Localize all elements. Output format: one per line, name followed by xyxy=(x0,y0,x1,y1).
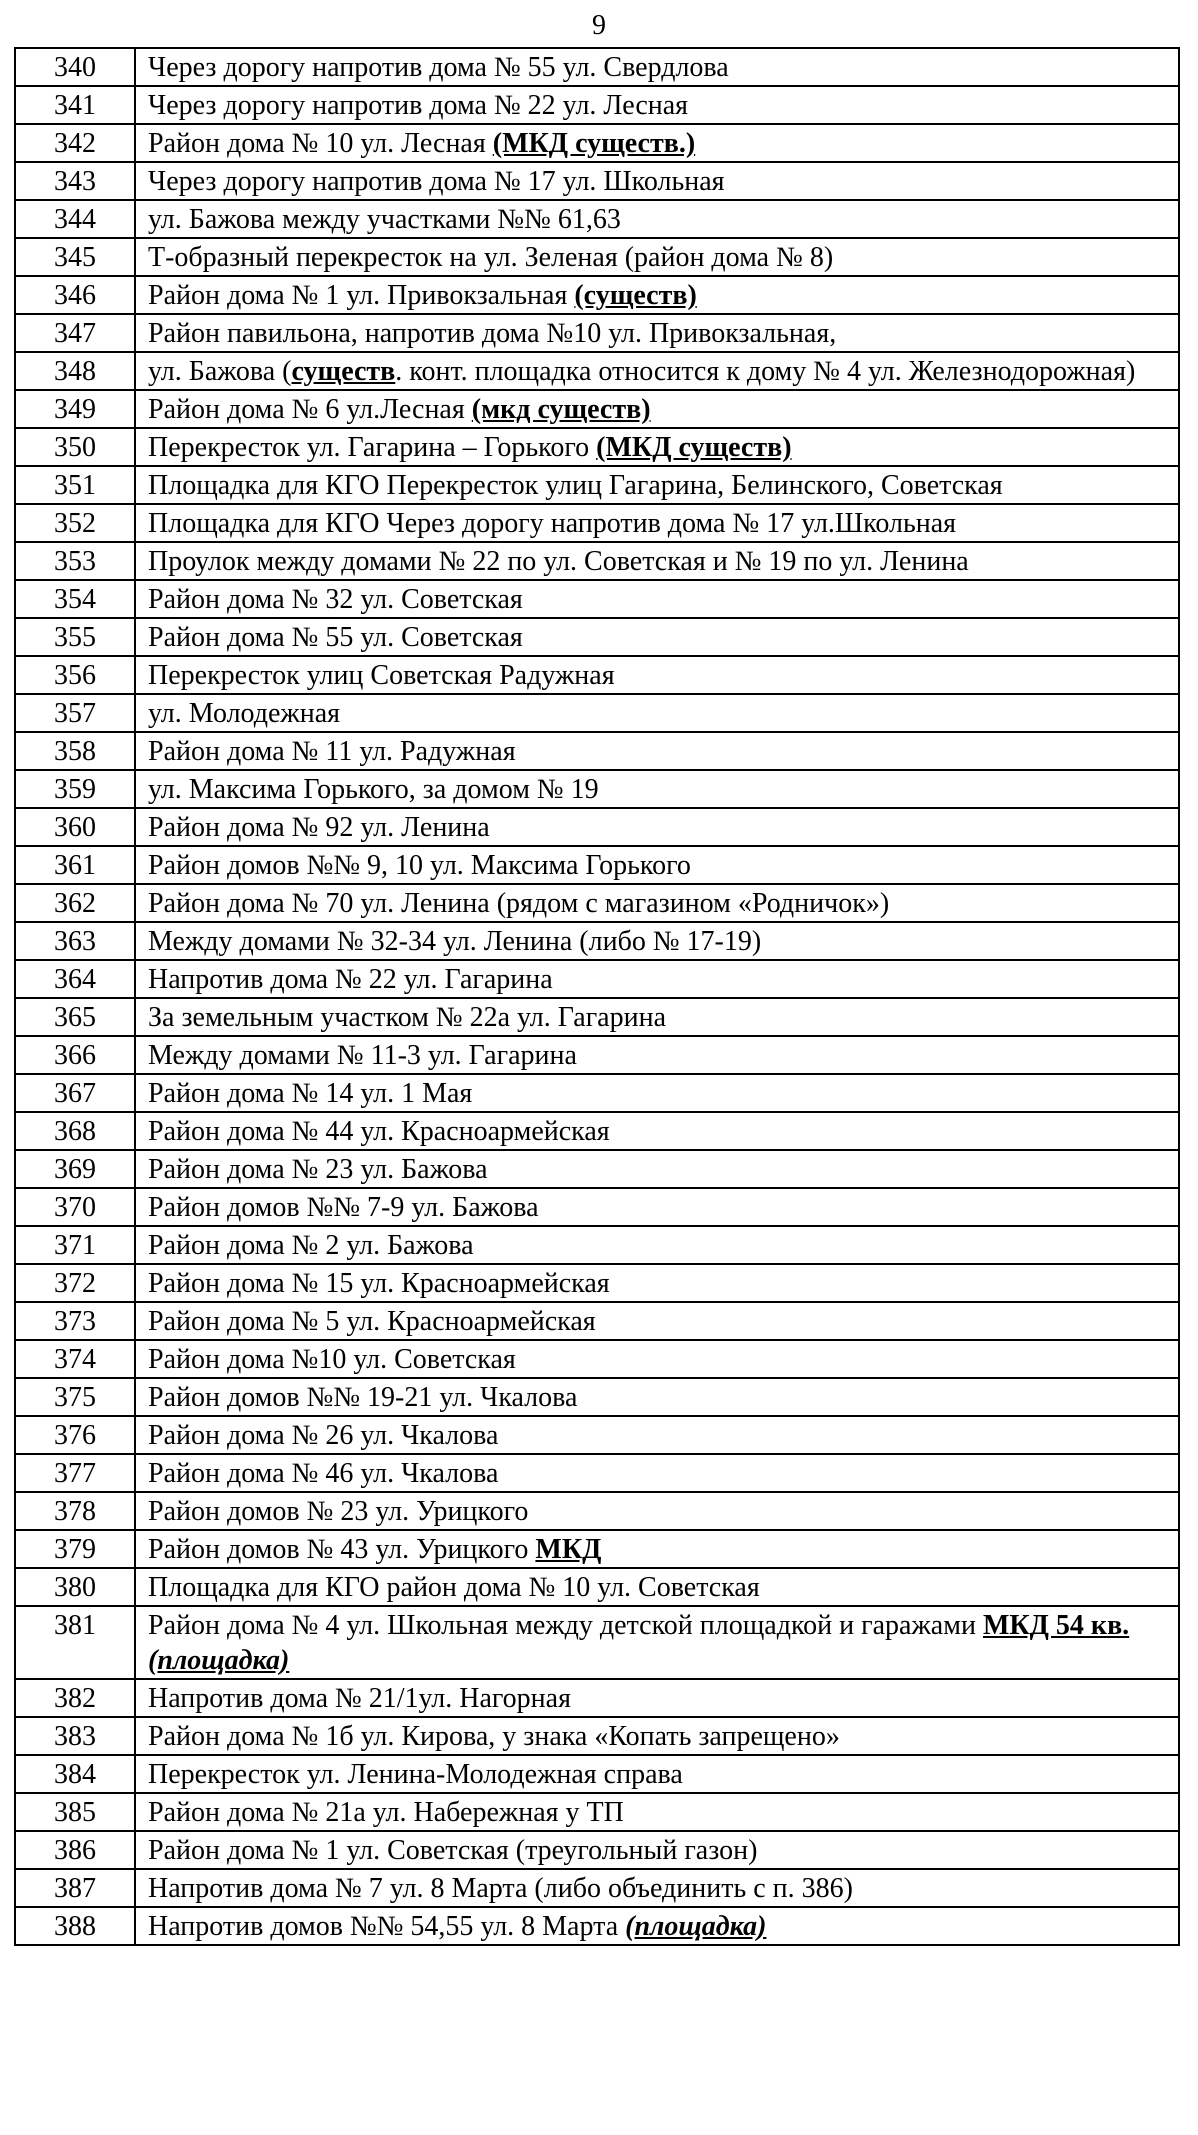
location-text: Между домами № 11-3 ул. Гагарина xyxy=(148,1040,577,1071)
row-location xyxy=(135,542,1179,580)
row-location xyxy=(135,504,1179,542)
location-text: Площадка для КГО Перекресток улиц Гагарина, Белинского, Советская xyxy=(148,470,1003,501)
table-row xyxy=(15,1378,1179,1416)
location-text: Район дома № 11 ул. Радужная xyxy=(148,736,516,767)
row-location xyxy=(135,694,1179,732)
location-text: Район дома № 4 ул. Школьная между детской площадкой и гаражами xyxy=(148,1610,976,1641)
row-location xyxy=(135,922,1179,960)
row-location xyxy=(135,314,1179,352)
table-row xyxy=(15,504,1179,542)
table-row xyxy=(15,922,1179,960)
table-row xyxy=(15,1869,1179,1907)
row-location xyxy=(135,238,1179,276)
row-location xyxy=(135,390,1179,428)
row-location xyxy=(135,1869,1179,1907)
location-text: Т-образный перекресток на ул. Зеленая (район дома № 8) xyxy=(148,242,834,273)
row-location xyxy=(135,428,1179,466)
location-text: Район дома № 32 ул. Советская xyxy=(148,584,523,615)
table-row xyxy=(15,352,1179,390)
row-number: 381 xyxy=(15,1606,135,1679)
table-row xyxy=(15,884,1179,922)
row-number: 347 xyxy=(15,314,135,352)
location-text: Район дома № 55 ул. Советская xyxy=(148,622,523,653)
row-number: 386 xyxy=(15,1831,135,1869)
table-row xyxy=(15,1188,1179,1226)
location-text: Район дома № 23 ул. Бажова xyxy=(148,1154,488,1185)
status-mark: существ xyxy=(291,356,396,387)
location-text: Район домов № 43 ул. Урицкого xyxy=(148,1534,529,1565)
location-text: Район дома № 6 ул.Лесная xyxy=(148,394,465,425)
table-row xyxy=(15,1454,1179,1492)
table-row xyxy=(15,846,1179,884)
location-text: Напротив домов №№ 54,55 ул. 8 Марта xyxy=(148,1911,619,1942)
table-row xyxy=(15,86,1179,124)
row-location xyxy=(135,1340,1179,1378)
row-number: 385 xyxy=(15,1793,135,1831)
status-mark: МКД xyxy=(535,1534,602,1565)
location-text: ул. Молодежная xyxy=(148,698,341,729)
table-row xyxy=(15,808,1179,846)
location-text: Район домов №№ 9, 10 ул. Максима Горького xyxy=(148,850,691,881)
table-row xyxy=(15,1340,1179,1378)
row-location xyxy=(135,276,1179,314)
location-text: Через дорогу напротив дома № 55 ул. Свердлова xyxy=(148,52,729,83)
row-number: 350 xyxy=(15,428,135,466)
row-number: 369 xyxy=(15,1150,135,1188)
location-text: Район дома № 10 ул. Лесная xyxy=(148,128,486,159)
row-number: 340 xyxy=(15,48,135,86)
row-number: 375 xyxy=(15,1378,135,1416)
table-row xyxy=(15,314,1179,352)
row-number: 366 xyxy=(15,1036,135,1074)
row-location xyxy=(135,1378,1179,1416)
location-text: Напротив дома № 7 ул. 8 Марта (либо объединить с п. 386) xyxy=(148,1873,853,1904)
row-number: 372 xyxy=(15,1264,135,1302)
location-text: Между домами № 32-34 ул. Ленина (либо № 17-19) xyxy=(148,926,762,957)
status-mark: МКД 54 кв. xyxy=(982,1610,1130,1641)
location-text: Район дома № 14 ул. 1 Мая xyxy=(148,1078,473,1109)
status-mark: (МКД существ) xyxy=(596,432,792,463)
location-text: Район домов № 23 ул. Урицкого xyxy=(148,1496,529,1527)
table-row xyxy=(15,1226,1179,1264)
row-number: 359 xyxy=(15,770,135,808)
row-number: 349 xyxy=(15,390,135,428)
status-mark: (МКД существ.) xyxy=(492,128,696,159)
status-mark: (мкд существ) xyxy=(471,394,651,425)
table-row xyxy=(15,1568,1179,1606)
row-location xyxy=(135,1226,1179,1264)
location-text: Проулок между домами № 22 по ул. Советская и № 19 по ул. Ленина xyxy=(148,546,969,577)
table-row xyxy=(15,200,1179,238)
table-row xyxy=(15,1492,1179,1530)
table-row xyxy=(15,770,1179,808)
row-number: 345 xyxy=(15,238,135,276)
location-text: Район дома № 92 ул. Ленина xyxy=(148,812,490,843)
row-location xyxy=(135,732,1179,770)
row-location xyxy=(135,770,1179,808)
row-location xyxy=(135,656,1179,694)
table-row xyxy=(15,1416,1179,1454)
row-number: 376 xyxy=(15,1416,135,1454)
table-row xyxy=(15,542,1179,580)
row-number: 355 xyxy=(15,618,135,656)
location-text: Напротив дома № 22 ул. Гагарина xyxy=(148,964,553,995)
table-row xyxy=(15,1755,1179,1793)
row-number: 374 xyxy=(15,1340,135,1378)
row-location xyxy=(135,1302,1179,1340)
row-number: 362 xyxy=(15,884,135,922)
table-row xyxy=(15,238,1179,276)
row-number: 351 xyxy=(15,466,135,504)
row-location xyxy=(135,1907,1179,1945)
row-number: 341 xyxy=(15,86,135,124)
table-row xyxy=(15,618,1179,656)
table-row xyxy=(15,1264,1179,1302)
table-row xyxy=(15,1606,1179,1679)
location-text: Район дома № 26 ул. Чкалова xyxy=(148,1420,499,1451)
table-row xyxy=(15,124,1179,162)
row-location xyxy=(135,466,1179,504)
row-number: 356 xyxy=(15,656,135,694)
table-row xyxy=(15,694,1179,732)
table-row xyxy=(15,1112,1179,1150)
location-text: ул. Максима Горького, за домом № 19 xyxy=(148,774,599,805)
table-row xyxy=(15,1793,1179,1831)
row-number: 352 xyxy=(15,504,135,542)
row-location xyxy=(135,1112,1179,1150)
row-number: 387 xyxy=(15,1869,135,1907)
row-number: 346 xyxy=(15,276,135,314)
row-number: 373 xyxy=(15,1302,135,1340)
row-location xyxy=(135,1188,1179,1226)
row-number: 377 xyxy=(15,1454,135,1492)
row-number: 348 xyxy=(15,352,135,390)
row-number: 344 xyxy=(15,200,135,238)
row-number: 363 xyxy=(15,922,135,960)
location-text: Район домов №№ 7-9 ул. Бажова xyxy=(148,1192,539,1223)
table-row xyxy=(15,1036,1179,1074)
row-number: 357 xyxy=(15,694,135,732)
location-text: Площадка для КГО Через дорогу напротив дома № 17 ул.Школьная xyxy=(148,508,957,539)
row-number: 380 xyxy=(15,1568,135,1606)
row-location xyxy=(135,1492,1179,1530)
location-text: Район дома № 5 ул. Красноармейская xyxy=(148,1306,596,1337)
location-text: Район домов №№ 19-21 ул. Чкалова xyxy=(148,1382,578,1413)
row-number: 378 xyxy=(15,1492,135,1530)
row-location xyxy=(135,1416,1179,1454)
row-location xyxy=(135,1793,1179,1831)
row-location xyxy=(135,1530,1179,1568)
row-location xyxy=(135,1036,1179,1074)
row-location xyxy=(135,48,1179,86)
location-text: ул. Бажова ( xyxy=(148,356,292,387)
row-number: 364 xyxy=(15,960,135,998)
row-location xyxy=(135,884,1179,922)
location-text: Перекресток ул. Ленина-Молодежная справа xyxy=(148,1759,683,1790)
location-text: За земельным участком № 22а ул. Гагарина xyxy=(148,1002,666,1033)
table-row xyxy=(15,1679,1179,1717)
table-row xyxy=(15,1530,1179,1568)
table-body xyxy=(15,48,1179,1945)
row-location xyxy=(135,1606,1179,1679)
table-row xyxy=(15,48,1179,86)
table-row xyxy=(15,656,1179,694)
status-mark: (существ) xyxy=(574,280,697,311)
row-location xyxy=(135,1264,1179,1302)
row-location xyxy=(135,618,1179,656)
location-text: ул. Бажова между участками №№ 61,63 xyxy=(148,204,621,235)
row-number: 371 xyxy=(15,1226,135,1264)
row-location xyxy=(135,124,1179,162)
location-text: Район дома № 21а ул. Набережная у ТП xyxy=(148,1797,624,1828)
row-number: 365 xyxy=(15,998,135,1036)
site-mark: (площадка) xyxy=(625,1911,767,1942)
table-row xyxy=(15,466,1179,504)
location-text: Район дома № 70 ул. Ленина (рядом с магазином «Родничок») xyxy=(148,888,890,919)
location-text: Район дома № 2 ул. Бажова xyxy=(148,1230,474,1261)
row-number: 353 xyxy=(15,542,135,580)
location-text: Перекресток улиц Советская Радужная xyxy=(148,660,615,691)
location-text-continued: . конт. площадка относится к дому № 4 ул. Железнодорожная) xyxy=(395,356,1136,387)
location-text: Район дома № 44 ул. Красноармейская xyxy=(148,1116,610,1147)
page-number: 9 xyxy=(592,10,606,41)
table-row xyxy=(15,1831,1179,1869)
table-row xyxy=(15,1074,1179,1112)
row-number: 383 xyxy=(15,1717,135,1755)
location-text: Напротив дома № 21/1ул. Нагорная xyxy=(148,1683,571,1714)
row-location xyxy=(135,1831,1179,1869)
row-location xyxy=(135,1150,1179,1188)
row-number: 388 xyxy=(15,1907,135,1945)
location-text: Район дома №10 ул. Советская xyxy=(148,1344,516,1375)
location-text: Перекресток ул. Гагарина – Горького xyxy=(148,432,590,463)
table-row xyxy=(15,960,1179,998)
location-text: Район дома № 1б ул. Кирова, у знака «Копать запрещено» xyxy=(148,1721,840,1752)
table-row xyxy=(15,1302,1179,1340)
row-location xyxy=(135,960,1179,998)
row-number: 384 xyxy=(15,1755,135,1793)
row-number: 343 xyxy=(15,162,135,200)
locations-table xyxy=(14,47,1180,1946)
table-row xyxy=(15,1150,1179,1188)
table-row xyxy=(15,580,1179,618)
row-location xyxy=(135,352,1179,390)
row-number: 342 xyxy=(15,124,135,162)
location-text: Район дома № 1 ул. Привокзальная xyxy=(148,280,568,311)
row-location xyxy=(135,808,1179,846)
table-row xyxy=(15,390,1179,428)
location-text: Через дорогу напротив дома № 17 ул. Школьная xyxy=(148,166,725,197)
table-row xyxy=(15,276,1179,314)
table-row xyxy=(15,1907,1179,1945)
table-row xyxy=(15,732,1179,770)
location-text: Через дорогу напротив дома № 22 ул. Лесная xyxy=(148,90,689,121)
location-text: Площадка для КГО район дома № 10 ул. Советская xyxy=(148,1572,760,1603)
location-text: Район дома № 1 ул. Советская (треугольный газон) xyxy=(148,1835,758,1866)
row-location xyxy=(135,1679,1179,1717)
row-location xyxy=(135,1454,1179,1492)
row-number: 368 xyxy=(15,1112,135,1150)
site-mark: (площадка) xyxy=(148,1645,290,1676)
row-location xyxy=(135,580,1179,618)
row-number: 360 xyxy=(15,808,135,846)
location-text: Район дома № 46 ул. Чкалова xyxy=(148,1458,499,1489)
table-row xyxy=(15,428,1179,466)
row-location xyxy=(135,200,1179,238)
row-number: 379 xyxy=(15,1530,135,1568)
row-location xyxy=(135,1755,1179,1793)
row-location xyxy=(135,998,1179,1036)
row-number: 358 xyxy=(15,732,135,770)
row-location xyxy=(135,86,1179,124)
row-location xyxy=(135,1717,1179,1755)
row-number: 367 xyxy=(15,1074,135,1112)
table-row xyxy=(15,1717,1179,1755)
row-number: 370 xyxy=(15,1188,135,1226)
row-number: 361 xyxy=(15,846,135,884)
row-location xyxy=(135,1568,1179,1606)
location-text: Район павильона, напротив дома №10 ул. Привокзальная, xyxy=(148,318,837,349)
table-row xyxy=(15,162,1179,200)
location-text: Район дома № 15 ул. Красноармейская xyxy=(148,1268,610,1299)
row-location xyxy=(135,162,1179,200)
row-number: 382 xyxy=(15,1679,135,1717)
row-number: 354 xyxy=(15,580,135,618)
row-location xyxy=(135,1074,1179,1112)
table-row xyxy=(15,998,1179,1036)
row-location xyxy=(135,846,1179,884)
